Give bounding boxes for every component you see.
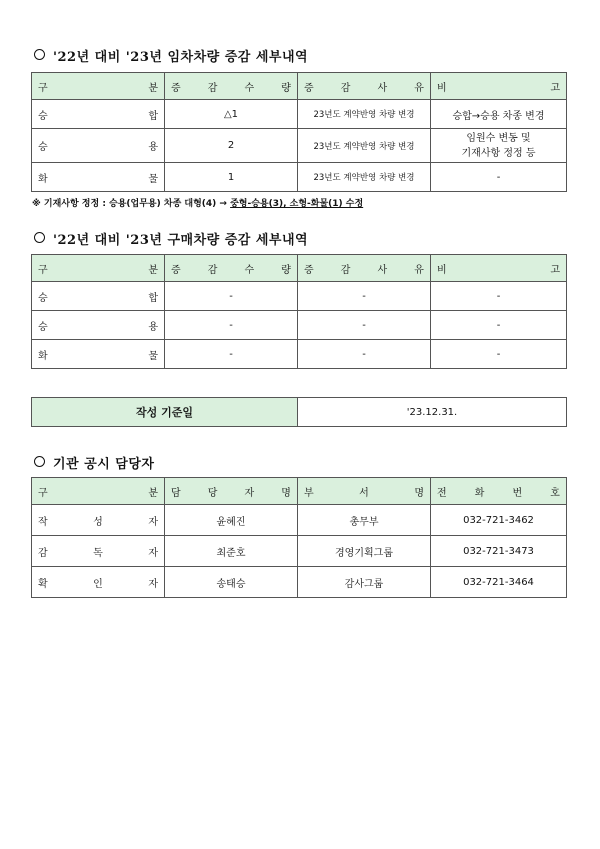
label-char: 번 bbox=[512, 487, 523, 499]
label-char: 분 bbox=[148, 82, 158, 94]
name-cell: 최준호 bbox=[165, 536, 298, 567]
table-header-row bbox=[32, 478, 567, 505]
section3-title: 기관 공시 담당자 bbox=[34, 453, 154, 472]
label-char: 자 bbox=[148, 578, 158, 590]
row-label bbox=[32, 311, 165, 340]
table-row bbox=[32, 505, 567, 536]
qty-cell: △1 bbox=[165, 100, 298, 129]
label-char: 자 bbox=[148, 547, 158, 559]
label-char: 분 bbox=[148, 487, 158, 499]
header-cell bbox=[32, 73, 165, 100]
name-cell: 윤혜진 bbox=[165, 505, 298, 536]
label-char: 비 bbox=[437, 82, 447, 94]
label-char: 수 bbox=[244, 82, 255, 94]
header-cell bbox=[165, 73, 298, 100]
label-char: 증 bbox=[304, 264, 314, 276]
phone-cell: 032-721-3464 bbox=[431, 567, 567, 598]
header-cell bbox=[165, 478, 298, 505]
label-char: 증 bbox=[304, 82, 314, 94]
note-cell: - bbox=[431, 340, 567, 369]
label-char: 합 bbox=[148, 110, 158, 122]
label-char: 량 bbox=[281, 82, 291, 94]
label-char: 승 bbox=[38, 110, 48, 122]
basis-date-table bbox=[31, 397, 567, 427]
label-char: 성 bbox=[93, 516, 103, 528]
label-char: 수 bbox=[244, 264, 255, 276]
label-char: 명 bbox=[281, 487, 291, 499]
phone-cell: 032-721-3462 bbox=[431, 505, 567, 536]
table-row bbox=[32, 340, 567, 369]
role-cell bbox=[32, 567, 165, 598]
label-char: 사 bbox=[377, 264, 388, 276]
section2-title: '22년 대비 '23년 구매차량 증감 세부내역 bbox=[34, 229, 308, 248]
header-cell bbox=[298, 73, 431, 100]
table-row bbox=[32, 100, 567, 129]
label-char: 명 bbox=[414, 487, 424, 499]
dept-cell: 경영기획그룹 bbox=[298, 536, 431, 567]
label-char: 승 bbox=[38, 142, 48, 153]
header-cell bbox=[32, 478, 165, 505]
label-char: 화 bbox=[38, 173, 48, 185]
label-char: 고 bbox=[550, 82, 560, 94]
reason-cell: 23년도 계약반영 차량 변경 bbox=[298, 100, 431, 129]
section1-title: '22년 대비 '23년 임차차량 증감 세부내역 bbox=[34, 46, 308, 65]
label-char: 량 bbox=[281, 264, 291, 276]
name-cell: 송태승 bbox=[165, 567, 298, 598]
label-char: 호 bbox=[550, 487, 560, 499]
label-char: 감 bbox=[340, 82, 351, 94]
header-cell bbox=[431, 255, 567, 282]
leased-vehicle-table bbox=[31, 72, 567, 192]
label-char: 구 bbox=[38, 487, 48, 499]
note-cell: - bbox=[431, 282, 567, 311]
header-cell bbox=[165, 255, 298, 282]
label-char: 비 bbox=[437, 264, 447, 276]
header-cell bbox=[298, 255, 431, 282]
table-header-row bbox=[32, 73, 567, 100]
label-char: 증 bbox=[171, 264, 181, 276]
label-char: 감 bbox=[207, 264, 218, 276]
role-cell bbox=[32, 505, 165, 536]
label-char: 승 bbox=[38, 321, 48, 333]
table-row bbox=[32, 536, 567, 567]
label-char: 물 bbox=[148, 173, 158, 185]
label-char: 분 bbox=[148, 264, 158, 276]
label-char: 감 bbox=[38, 547, 48, 559]
table-row bbox=[32, 311, 567, 340]
note-cell: 임원수 변동 및 기재사항 정정 등 bbox=[431, 129, 567, 163]
label-char: 합 bbox=[148, 292, 158, 304]
label-char: 유 bbox=[414, 264, 424, 276]
reason-cell: - bbox=[298, 340, 431, 369]
label-char: 자 bbox=[244, 487, 255, 499]
row-label bbox=[32, 163, 165, 192]
label-char: 물 bbox=[148, 350, 158, 362]
label-char: 당 bbox=[207, 487, 218, 499]
reason-cell: 23년도 계약반영 차량 변경 bbox=[298, 129, 431, 163]
label-char: 감 bbox=[340, 264, 351, 276]
label-char: 독 bbox=[93, 547, 103, 559]
circle-bullet-icon bbox=[34, 232, 45, 243]
label-char: 담 bbox=[171, 487, 181, 499]
row-label bbox=[32, 100, 165, 129]
purchased-vehicle-table bbox=[31, 254, 567, 369]
header-cell bbox=[32, 255, 165, 282]
qty-cell: 1 bbox=[165, 163, 298, 192]
qty-cell: - bbox=[165, 311, 298, 340]
header-cell bbox=[298, 478, 431, 505]
row-label bbox=[32, 340, 165, 369]
role-cell bbox=[32, 536, 165, 567]
table-row bbox=[32, 163, 567, 192]
contact-table bbox=[31, 477, 567, 598]
label-char: 유 bbox=[414, 82, 424, 94]
label-char: 작 bbox=[38, 516, 48, 528]
basis-row bbox=[32, 398, 567, 427]
table-row bbox=[32, 129, 567, 163]
label-char: 감 bbox=[207, 82, 218, 94]
label-char: 서 bbox=[359, 487, 369, 499]
note-cell: - bbox=[431, 311, 567, 340]
label-char: 용 bbox=[148, 142, 158, 153]
qty-cell: 2 bbox=[165, 129, 298, 163]
reason-cell: 23년도 계약반영 차량 변경 bbox=[298, 163, 431, 192]
label-char: 확 bbox=[38, 578, 48, 590]
phone-cell: 032-721-3473 bbox=[431, 536, 567, 567]
basis-label: 작성 기준일 bbox=[32, 398, 298, 427]
qty-cell: - bbox=[165, 282, 298, 311]
label-char: 전 bbox=[437, 487, 447, 499]
table-header-row bbox=[32, 255, 567, 282]
reason-cell: - bbox=[298, 311, 431, 340]
circle-bullet-icon bbox=[34, 49, 45, 60]
header-cell bbox=[431, 478, 567, 505]
circle-bullet-icon bbox=[34, 456, 45, 467]
note-cell: 승합→승용 차종 변경 bbox=[431, 100, 567, 129]
label-char: 자 bbox=[148, 516, 158, 528]
label-char: 화 bbox=[38, 350, 48, 362]
label-char: 용 bbox=[148, 321, 158, 333]
header-cell bbox=[431, 73, 567, 100]
table-row bbox=[32, 282, 567, 311]
label-char: 증 bbox=[171, 82, 181, 94]
label-char: 화 bbox=[474, 487, 485, 499]
table-row bbox=[32, 567, 567, 598]
label-char: 구 bbox=[38, 264, 48, 276]
row-label bbox=[32, 282, 165, 311]
label-char: 승 bbox=[38, 292, 48, 304]
label-char: 인 bbox=[93, 578, 103, 590]
label-char: 고 bbox=[550, 264, 560, 276]
footnote: ※ 기재사항 정정 : 승용(업무용) 차종 대형(4) → 중형-승용(3), 소형-화물(1) 수정 bbox=[32, 199, 364, 209]
dept-cell: 총무부 bbox=[298, 505, 431, 536]
label-char: 사 bbox=[377, 82, 388, 94]
reason-cell: - bbox=[298, 282, 431, 311]
note-cell: - bbox=[431, 163, 567, 192]
basis-value: '23.12.31. bbox=[298, 398, 567, 427]
label-char: 부 bbox=[304, 487, 314, 499]
dept-cell: 감사그룹 bbox=[298, 567, 431, 598]
row-label bbox=[32, 129, 165, 163]
qty-cell: - bbox=[165, 340, 298, 369]
label-char: 구 bbox=[38, 82, 48, 94]
